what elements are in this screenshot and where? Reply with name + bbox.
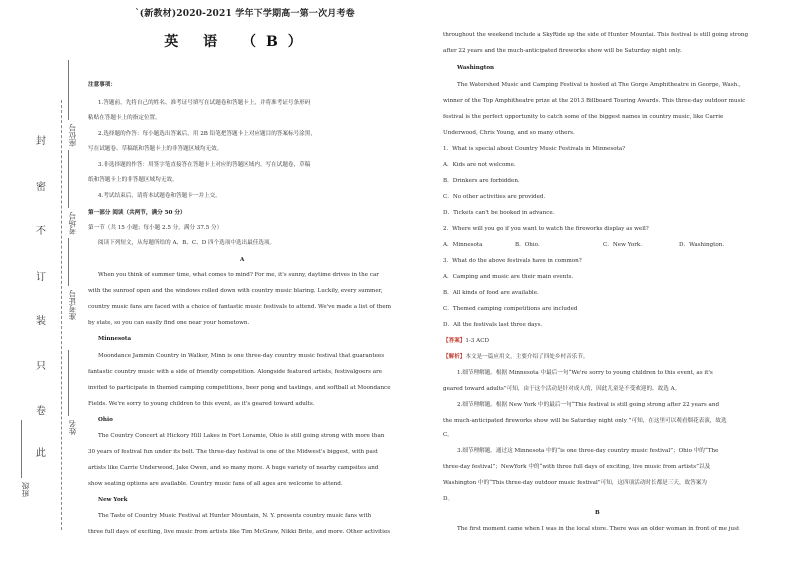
note-line: 纸和答题卡上的非答题区域均无效。: [88, 177, 178, 183]
passage-line: throughout the weekend include a SkyRide up the side of Hunter Mountai. This festival is still going strong: [443, 32, 749, 38]
passage-line: with the sunroof open and the windows rolled down with country music blaring. Luckily, every summer,: [88, 288, 383, 294]
passage-line: by state, so you can easily find one near your hometown.: [88, 320, 250, 326]
passage-line: Moondance Jammin Country in Walker, Minn is one three-day country music festival that guarantees: [98, 353, 385, 359]
passage-line: invited to participate in themed camping competitions, beer pong and tastings, and softball at Moondance: [88, 385, 391, 391]
name-line: [68, 350, 69, 416]
section-heading-ohio: Ohio: [98, 417, 113, 423]
note-line: 1.答题前，先将自己的姓名、准考证号填写在试题卷和答题卡上，并将准考证号条形码: [98, 100, 311, 106]
passage-line: The Country Concert at Hickory Hill Lakes in Fort Loramie, Ohio is still going strong with more than: [98, 433, 385, 439]
passage-line: festival is the perfect opportunity to catch some of the biggest names in country music, like Carrie: [443, 114, 724, 120]
q2-option-d: D．Washington.: [679, 242, 725, 248]
notes-heading: 注意事项：: [88, 82, 116, 88]
section-heading-minnesota: Minnesota: [98, 336, 132, 342]
explanation-line: 3.细节理解题。通过这 Minnesota 中的“is one three-day country music festival”；Ohio 中的“The: [457, 448, 719, 454]
class-line: [21, 420, 22, 478]
passage-line: The Watershed Music and Camping Festival is hosted at The Gorge Amphitheatre in George, Wash.,: [457, 82, 741, 88]
seal-char: 封: [36, 136, 46, 147]
exam-room-line: [68, 150, 69, 208]
part-heading: 第一部分 阅读（共两节，满分 50 分）: [88, 210, 186, 216]
seat-number-label: 座位号: [68, 124, 77, 147]
passage-line: When you think of summer time, what comes to mind? For me, it's sunny, daytime drives in the car: [98, 272, 379, 278]
q2-option-c: C．New York.: [603, 242, 643, 248]
question-3: 3．What do the above festivals have in common?: [443, 258, 582, 264]
seal-char: 装: [36, 316, 46, 327]
analysis-tag: 【解析】: [443, 354, 466, 360]
section-heading-newyork: New York: [98, 497, 128, 503]
binding-margin: [0, 0, 78, 562]
q1-option-b: B．Drinkers are forbidden.: [443, 178, 520, 184]
q2-option-b: B．Ohio.: [515, 242, 540, 248]
answer-line: [443, 334, 489, 349]
seal-char: 密: [36, 182, 46, 193]
analysis-line: [443, 350, 588, 365]
question-2: 2．Where will you go if you want to watch the fireworks display as well?: [443, 226, 649, 232]
q1-option-d: D．Tickets can't be booked in advance.: [443, 210, 555, 216]
admission-number-label: 准考证号: [68, 290, 77, 320]
passage-line: winner of the Top Amphitheatre prize at the 2013 Billboard Touring Awards. This three-day outdoor music: [443, 98, 746, 104]
passage-line: fantastic country music with a side of friendly competition. Alongside featured artists, festivalgoers are: [88, 369, 383, 375]
admission-number-line: [68, 238, 69, 286]
question-1: 1．What is special about Country Music Festivals in Minnesota?: [443, 146, 626, 152]
section-heading: 第一节（共 15 小题；每小题 2.5 分，满分 37.5 分）: [88, 225, 223, 231]
name-label: 姓名: [68, 420, 77, 435]
note-line: 4.考试结束后，请将本试题卷和答题卡一并上交。: [98, 193, 221, 199]
passage-line: Fields. We're sorry to young children to this event, as it's geared toward adults.: [88, 401, 315, 407]
passage-line: artists like Carrie Underwood, Jake Owen, and so many more. A huge variety of nearby campsites and: [88, 465, 379, 471]
seat-number-line: [68, 60, 69, 120]
seal-char: 不: [36, 226, 46, 237]
seal-char: 此: [36, 448, 46, 459]
note-line: 粘贴在答题卡上的指定位置。: [88, 115, 161, 121]
passage-letter: A: [240, 257, 245, 263]
explanation-line: Washington 中的“This three-day outdoor music festival”可知，这四项活动时长都是三天，故答案为: [443, 480, 707, 486]
passage-letter-b: B: [595, 510, 600, 516]
q1-option-a: A．Kids are not welcome.: [443, 162, 516, 168]
analysis-text: 本文是一篇应用文，主要介绍了四处乡村音乐节。: [465, 354, 589, 360]
q3-option-c: C．Themed camping competitions are included: [443, 306, 578, 312]
passage-line: country music fans are faced with a choice of fantastic music festivals to attend. We've made a list of them: [88, 304, 392, 310]
passage-line: show seating options are available. Country music fans of all ages are welcome to attend.: [88, 481, 343, 487]
q2-option-a: A．Minnesota: [443, 242, 483, 248]
q3-option-b: B．All kinds of food are available.: [443, 290, 539, 296]
subject-title: 英 语 （B）: [164, 34, 312, 50]
class-label: 班级: [21, 482, 30, 497]
explanation-line: 2.细节理解题。根据 New York 中的最后一句“This festival is still going strong after 22 years and: [457, 402, 720, 408]
note-line: 2.选择题的作答：每小题选出答案后，用 2B 铅笔把答题卡上对应题目的答案标号涂黑，: [98, 131, 316, 137]
seal-dashed-line: [61, 100, 62, 530]
explanation-line: three-day festival”；NewYork 中的“with three full days of exciting, live music from artists”以及: [443, 464, 711, 470]
q3-option-a: A．Camping and music are their main events.: [443, 274, 574, 280]
seal-char: 只: [36, 361, 46, 372]
answer-key: 1-3 ACD: [465, 338, 489, 344]
seal-char: 订: [36, 272, 46, 283]
section-heading-washington: Washington: [457, 65, 495, 71]
q3-option-d: D．All the festivals last three days.: [443, 322, 543, 328]
instruction-text: 阅读下列短文，从每题所给的 A、B、C、D 四个选项中选出最佳选项。: [98, 240, 276, 246]
exam-title: `(新教材)2020-2021 学年下学期高一第一次月考卷: [135, 9, 355, 19]
explanation-line: geared toward adults”可知，由于这个活动是针对成人的，因此儿童是不受欢迎的。故选 A。: [443, 386, 681, 392]
passage-line: 30 years of festival fun under its belt. The three-day festival is one of the Midwest's biggest, with past: [88, 449, 378, 455]
passage-line: The first moment came when I was in the local store. There was an older woman in front of me just: [457, 526, 740, 532]
exam-room-label: 考场号: [68, 212, 77, 235]
explanation-line: C。: [443, 432, 453, 438]
note-line: 3.非选择题的作答：用签字笔直接答在答题卡上对应的答题区域内。写在试题卷，草稿: [98, 162, 311, 168]
note-line: 写在试题卷、草稿纸和答题卡上的非答题区域均无效。: [88, 146, 223, 152]
passage-line: three full days of exciting, live music from artists like Tim McGraw, Nikki Brite, and more. Other activities: [88, 529, 391, 535]
q1-option-c: C．No other activities are provided.: [443, 194, 546, 200]
passage-line: The Taste of Country Music Festival at Hunter Mountain, N. Y. presents country music fans with: [98, 513, 372, 519]
explanation-line: 1.细节理解题。根据 Minnesota 中最后一句“We're sorry to young children to this event, as it's: [457, 370, 713, 376]
passage-line: Underwood, Chris Young, and so many others.: [443, 130, 575, 136]
seal-char: 卷: [36, 406, 46, 417]
explanation-line: D。: [443, 496, 454, 502]
explanation-line: the much-anticipated fireworks show will be Saturday night only ”可知，在这里可以观看烟花表演，故选: [443, 418, 727, 424]
answer-tag: 【答案】: [443, 338, 466, 344]
passage-line: after 22 years and the much-anticipated fireworks show will be Saturday night only.: [443, 48, 682, 54]
